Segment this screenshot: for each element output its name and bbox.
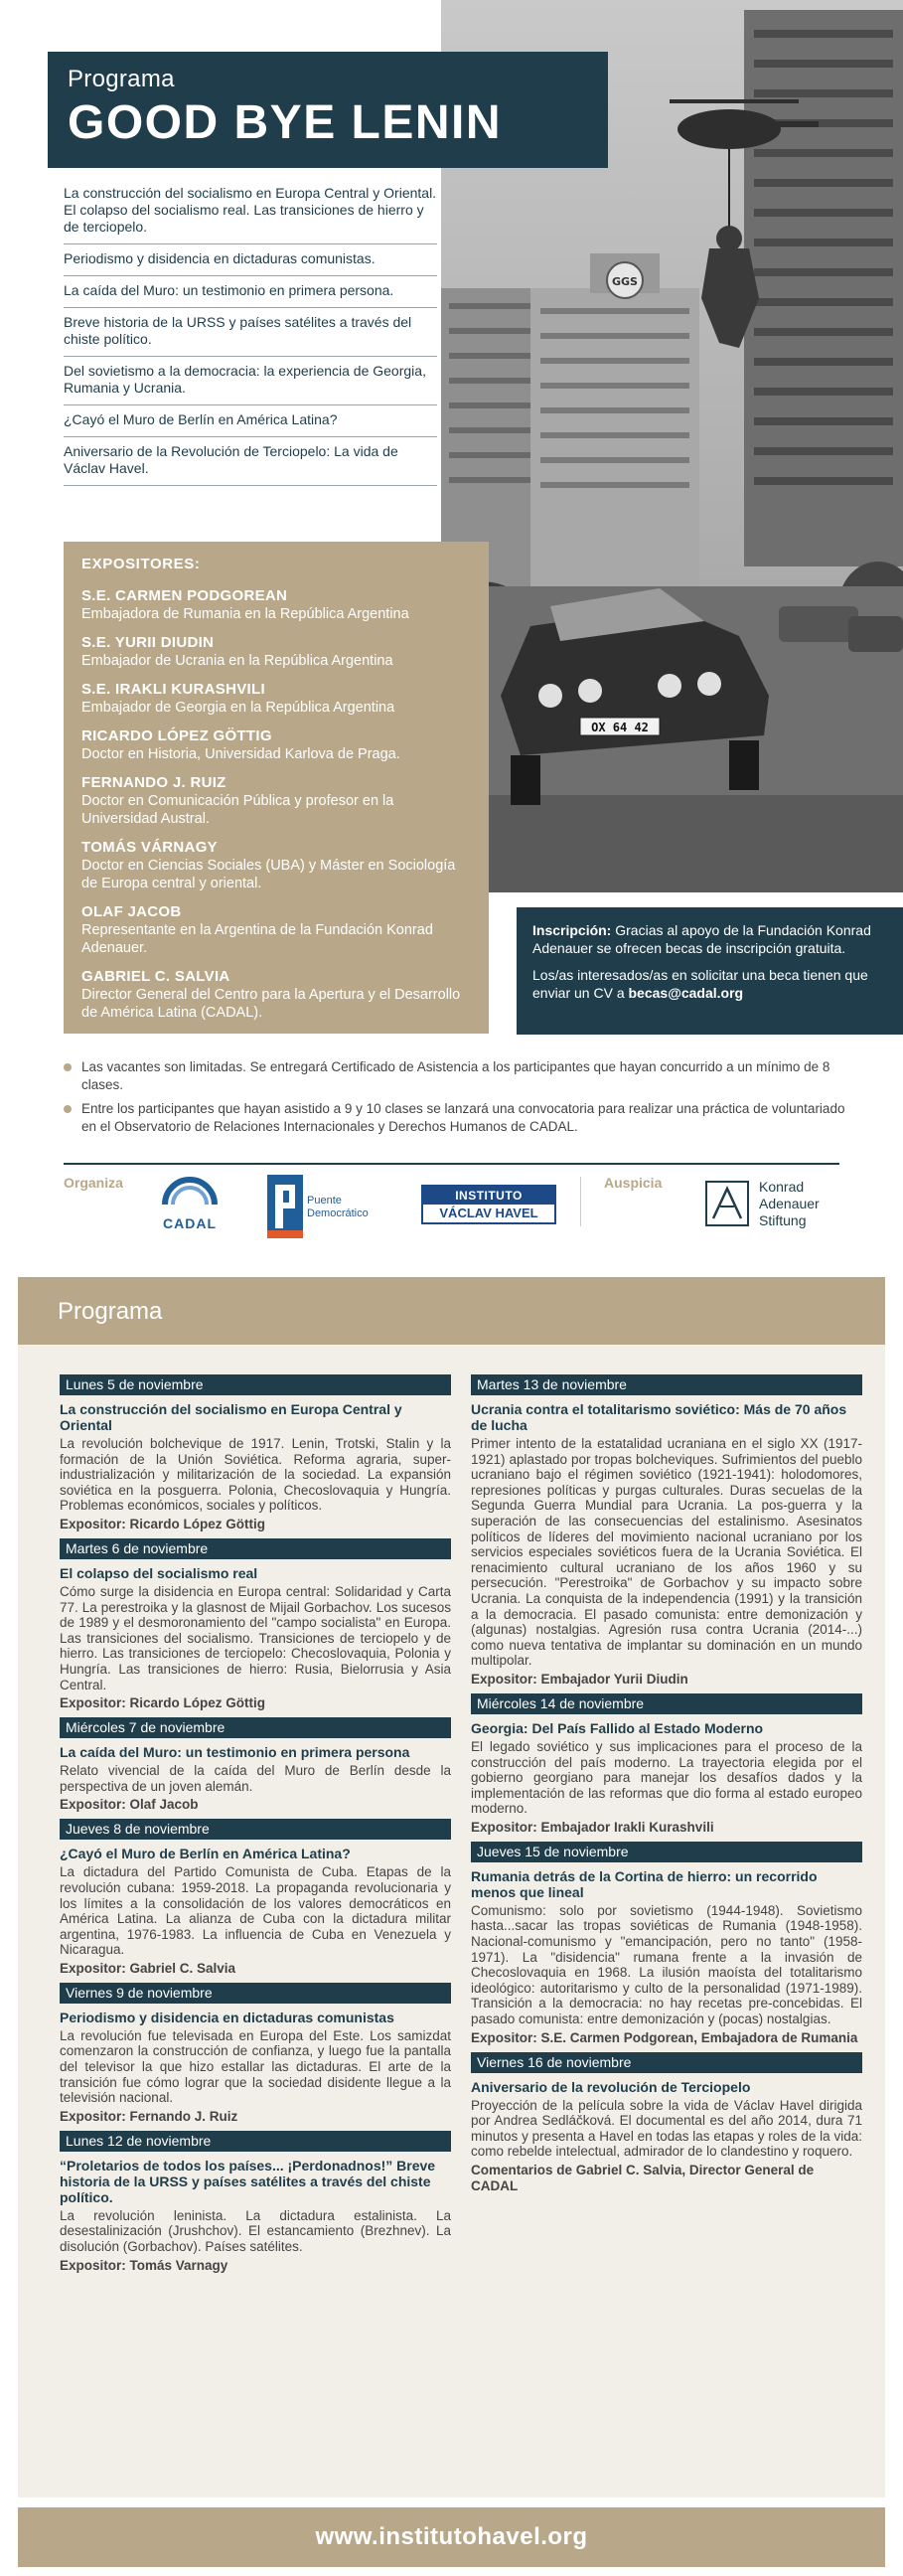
instituto-havel-logo <box>421 1185 556 1224</box>
bullet-icon <box>64 1063 72 1071</box>
session-title: Ucrania contra el totalitarismo soviético: Más de 70 años de lucha <box>471 1401 847 1433</box>
speaker-role: Embajadora de Rumania en la República Argentina <box>81 606 409 622</box>
topic-item: Breve historia de la URSS y países satélites a través del chiste político. <box>64 308 437 357</box>
session-block <box>471 1842 862 2046</box>
inscripcion-text: Gracias al apoyo de la Fundación Konrad Adenauer se ofrecen becas de inscripción gratuita. <box>532 922 871 956</box>
logo-bar <box>64 1165 839 1244</box>
speaker-name: TOMÁS VÁRNAGY <box>81 839 218 856</box>
session-title: Periodismo y disidencia en dictaduras comunistas <box>60 2009 394 2025</box>
hero-section <box>0 0 903 1231</box>
session-description: Cómo surge la disidencia en Europa central: Solidaridad y Carta 77. La perestroika y la glasnost de Mijail Gorbachov. Los sucesos de 1989 y el desmoronamiento del "campo socialista" en Europa. Las transiciones del socialismo. Transiciones de terciopelo y de hierro. Las transiciones de terciopelo: Checoslovaquia, Polonia y Hungría. Las transiciones de hierro: Rusia, Bielorrusia y Asia Central. <box>60 1583 451 1692</box>
session-date: Martes 13 de noviembre <box>471 1374 862 1395</box>
session-title: Georgia: Del País Fallido al Estado Moderno <box>471 1719 764 1736</box>
speaker-role: Doctor en Ciencias Sociales (UBA) y Máster en Sociología de Europa central y oriental. <box>81 858 456 891</box>
session-expositor: Expositor: Gabriel C. Salvia <box>60 1960 236 1976</box>
speaker-role: Embajador de Ucrania en la República Argentina <box>81 653 393 669</box>
session-expositor: Expositor: Ricardo López Göttig <box>60 1516 266 1531</box>
session-block <box>60 1717 451 1813</box>
session-title: La caída del Muro: un testimonio en primera persona <box>60 1744 410 1761</box>
program-column-right <box>471 1374 862 2200</box>
topic-item: Aniversario de la Revolución de Terciopelo: La vida de Václav Havel. <box>64 437 437 486</box>
notes-list <box>64 1058 858 1142</box>
speaker-item <box>81 727 473 763</box>
topic-item: La construcción del socialismo en Europa Central y Oriental. El colapso del socialismo real. Las transiciones de hierro y de terciopelo. <box>64 185 437 244</box>
session-date: Miércoles 14 de noviembre <box>471 1693 862 1714</box>
session-date: Jueves 8 de noviembre <box>60 1819 451 1840</box>
speakers-panel <box>64 542 489 1034</box>
kas-logo-line3: Stiftung <box>759 1212 807 1228</box>
session-description: La revolución bolchevique de 1917. Lenin, Trotski, Stalin y la formación de la Unión Soviética. Reforma agraria, super-industrialización y militarización de la sociedad. La expansión soviética en la posguerra. Polonia, Checoslovaquia y Hungría. Problemas económicos, sociales y políticos. <box>60 1436 451 1514</box>
session-title: Rumania detrás de la Cortina de hierro: un recorrido menos que lineal <box>471 1867 818 1900</box>
program-heading: Programa <box>58 1298 163 1325</box>
puente-democratico-logo <box>267 1175 376 1238</box>
speaker-role: Doctor en Comunicación Pública y profesor en la Universidad Austral. <box>81 793 394 827</box>
program-band <box>18 1277 885 1345</box>
konrad-adenauer-logo <box>705 1177 844 1238</box>
cadal-logo <box>155 1175 225 1242</box>
session-block <box>60 1538 451 1711</box>
session-block <box>60 1819 451 1977</box>
session-expositor: Expositor: Ricardo López Göttig <box>60 1695 266 1711</box>
inscripcion-paragraph <box>532 921 885 957</box>
cadal-logo-text: CADAL <box>163 1215 217 1231</box>
session-expositor: Expositor: Embajador Irakli Kurashvili <box>471 1819 714 1835</box>
session-block <box>471 2052 862 2194</box>
speaker-item <box>81 839 473 892</box>
speaker-item <box>81 968 473 1022</box>
speaker-role: Director General del Centro para la Apertura y el Desarrollo de América Latina (CADAL). <box>81 987 461 1021</box>
note-item <box>64 1058 858 1094</box>
session-title: La construcción del socialismo en Europa Central y Oriental <box>60 1401 402 1433</box>
puente-logo-line2: Democrático <box>307 1208 369 1219</box>
session-title: Aniversario de la revolución de Terciopelo <box>471 2078 751 2095</box>
session-date: Viernes 16 de noviembre <box>471 2052 862 2073</box>
auspicia-label: Auspicia <box>604 1175 663 1191</box>
speaker-item <box>81 634 473 670</box>
bullet-icon <box>64 1105 72 1113</box>
session-title: ¿Cayó el Muro de Berlín en América Latina? <box>60 1846 351 1862</box>
session-title: “Proletarios de todos los países... ¡Perdonadnos!” Breve historia de la URSS y países satélites a través del chiste político. <box>60 2157 436 2205</box>
session-expositor: Expositor: S.E. Carmen Podgorean, Embajadora de Rumania <box>471 2029 858 2045</box>
speaker-name: FERNANDO J. RUIZ <box>81 774 226 791</box>
speakers-heading: EXPOSITORES: <box>81 556 201 572</box>
speaker-item <box>81 587 473 623</box>
session-expositor: Comentarios de Gabriel C. Salvia, Director General de CADAL <box>471 2163 815 2193</box>
session-expositor: Expositor: Fernando J. Ruiz <box>60 2108 238 2124</box>
puente-icon <box>267 1175 303 1238</box>
havel-logo-line1: INSTITUTO <box>423 1187 554 1205</box>
logo-separator <box>580 1177 581 1226</box>
puente-logo-line1: Puente <box>307 1195 342 1207</box>
speaker-item <box>81 903 473 957</box>
session-block <box>60 1983 451 2125</box>
inscripcion-cv-paragraph <box>532 966 885 1002</box>
session-date: Lunes 12 de noviembre <box>60 2131 451 2152</box>
topic-list <box>64 185 437 486</box>
session-expositor: Expositor: Olaf Jacob <box>60 1797 199 1813</box>
footer-band <box>18 2507 885 2567</box>
topic-item: La caída del Muro: un testimonio en primera persona. <box>64 276 437 308</box>
inscripcion-lead: Inscripción: <box>532 922 612 938</box>
kas-logo-text <box>759 1179 820 1229</box>
topic-item: Periodismo y disidencia en dictaduras comunistas. <box>64 244 437 276</box>
session-block <box>60 2131 451 2274</box>
speaker-name: RICARDO LÓPEZ GÖTTIG <box>81 727 272 744</box>
session-description: Proyección de la película sobre la vida de Václav Havel dirigida por Andrea Sedláčková. El documental es del año 2014, dura 71 minutos y presenta a Havel en todas las etapas y roles de la vida: como rebelde intelectual, admirador de lo clandestino y roquero. <box>471 2097 862 2160</box>
session-description: La dictadura del Partido Comunista de Cuba. Etapas de la revolución cubana: 1959-2018. La propaganda revolucionaria y los límites a la consolidación de los valores democráticos en América Latina. La alianza de Cuba con la dictadura militar argentina, 1976-1983. La influencia de Cuba en Venezuela y Nicaragua. <box>60 1864 451 1958</box>
title-box <box>48 52 608 168</box>
website-link[interactable]: www.institutohavel.org <box>315 2523 588 2550</box>
note-text: Las vacantes son limitadas. Se entregará Certificado de Asistencia a los participantes que hayan concurrido a un mínimo de 8 clases. <box>81 1059 830 1092</box>
puente-logo-text <box>307 1195 369 1220</box>
session-date: Jueves 15 de noviembre <box>471 1842 862 1862</box>
speaker-name: S.E. CARMEN PODGOREAN <box>81 587 288 604</box>
speaker-name: S.E. IRAKLI KURASHVILI <box>81 681 265 698</box>
session-expositor: Expositor: Embajador Yurii Diudin <box>471 1671 688 1687</box>
session-description: Relato vivencial de la caída del Muro de Berlín desde la perspectiva de un joven alemán. <box>60 1763 451 1794</box>
session-block <box>471 1693 862 1836</box>
program-column-left <box>60 1374 451 2280</box>
topic-item: ¿Cayó el Muro de Berlín en América Latina? <box>64 405 437 437</box>
organiza-label: Organiza <box>64 1175 123 1191</box>
session-date: Lunes 5 de noviembre <box>60 1374 451 1395</box>
program-panel <box>18 1345 885 2497</box>
session-description: La revolución leninista. La dictadura estalinista. La desestalinización (Jrushchov). El estancamiento (Brezhnev). La disolución (Gorbachov). Países satélites. <box>60 2207 451 2255</box>
session-title: El colapso del socialismo real <box>60 1564 258 1581</box>
session-block <box>471 1374 862 1688</box>
page-title: GOOD BYE LENIN <box>68 96 503 149</box>
speaker-role: Representante en la Argentina de la Fundación Konrad Adenauer. <box>81 922 433 956</box>
session-description: Comunismo: solo por sovietismo (1944-1948). Sovietismo hasta...sacar las tropas soviéticas de Rumania (1948-1958). Nacional-comunismo y "emancipación, pero no tanto" (1958-1971). La "disidencia" rumana frente a la invasión de Checoslovaquia en 1968. La ilusión maoísta del totalitarismo ideológico: autoritarismo y culto de la personalidad (1971-1989). Transición a la democracia: no hay recetas pre-concebidas. El pasado comunista: entre demonización y (pocas) nostalgias. <box>471 1902 862 2027</box>
inscripcion-email-link[interactable]: becas@cadal.org <box>628 985 744 1001</box>
havel-logo-line2: VÁCLAV HAVEL <box>439 1206 538 1220</box>
session-description: La revolución fue televisada en Europa del Este. Los samizdat comenzaron la construcción de confianza, y luego fue la pantalla del televisor la que hizo estallar las dictaduras. El arte de la transición fue cómo lograr que la sociedad disidente llegue a la televisión nacional. <box>60 2027 451 2106</box>
speaker-item <box>81 681 473 717</box>
speaker-name: GABRIEL C. SALVIA <box>81 968 230 985</box>
topic-item: Del sovietismo a la democracia: la experiencia de Georgia, Rumania y Ucrania. <box>64 357 437 405</box>
note-item <box>64 1100 858 1136</box>
speaker-role: Embajador de Georgia en la República Argentina <box>81 700 395 716</box>
inscripcion-box <box>517 907 903 1035</box>
note-text: Entre los participantes que hayan asistido a 9 y 10 clases se lanzará una convocatoria para realizar una práctica de voluntariado en el Observatorio de Relaciones Internacionales y Derechos Humanos de CADAL. <box>81 1101 845 1134</box>
inscripcion-cv-text: Los/as interesados/as en solicitar una beca tienen que enviar un CV a <box>532 967 868 1001</box>
kas-logo-line2: Adenauer <box>759 1196 820 1211</box>
title-kicker: Programa <box>68 66 175 92</box>
session-description: Primer intento de la estatalidad ucraniana en el siglo XX (1917-1921) aplastado por tropas bolcheviques. Sufrimientos del pueblo ucraniano bajo el régimen soviético (1921-1941): holodomores, represiones políticas y purgas culturales. Duras secuelas de la Segunda Guerra Mundial para Ucrania. La pos-guerra y la superación de las consecuencias del estalinismo. Asesinatos políticos de líderes del movimiento nacional ucraniano por los servicios especiales soviéticos fuera de la Ucrania Soviética. El renacimiento cultural ucraniano de los años 1960 y su persecución. "Perestroika" de Gorbachov y su impacto sobre Ucrania. La conquista de la independencia (1991) y la transición a la democracia. El pasado comunista: entre demonización y (algunas) nostalgias. Agresión rusa contra Ucrania (2014-...) como nueva tentativa de implantar su dominación en un mundo multipolar. <box>471 1436 862 1669</box>
session-description: El legado soviético y sus implicaciones para el proceso de la construcción del país moderno. La trayectoria elegida por el gobierno georgiano para manejar los desafíos dados y la implementación de las reformas que dio forma al estado europeo moderno. <box>471 1738 862 1817</box>
session-date: Viernes 9 de noviembre <box>60 1983 451 2004</box>
kas-emblem-icon <box>705 1181 749 1226</box>
session-expositor: Expositor: Tomás Varnagy <box>60 2257 228 2273</box>
speaker-item <box>81 774 473 828</box>
session-date: Martes 6 de noviembre <box>60 1538 451 1559</box>
kas-logo-line1: Konrad <box>759 1179 805 1195</box>
photo-sign-text: GGS <box>612 275 638 288</box>
speaker-name: OLAF JACOB <box>81 903 182 920</box>
photo-plate-text: OX 64 42 <box>591 721 649 734</box>
session-block <box>60 1374 451 1532</box>
speaker-name: S.E. YURII DIUDIN <box>81 634 215 651</box>
session-date: Miércoles 7 de noviembre <box>60 1717 451 1738</box>
speaker-role: Doctor en Historia, Universidad Karlova de Praga. <box>81 746 400 762</box>
